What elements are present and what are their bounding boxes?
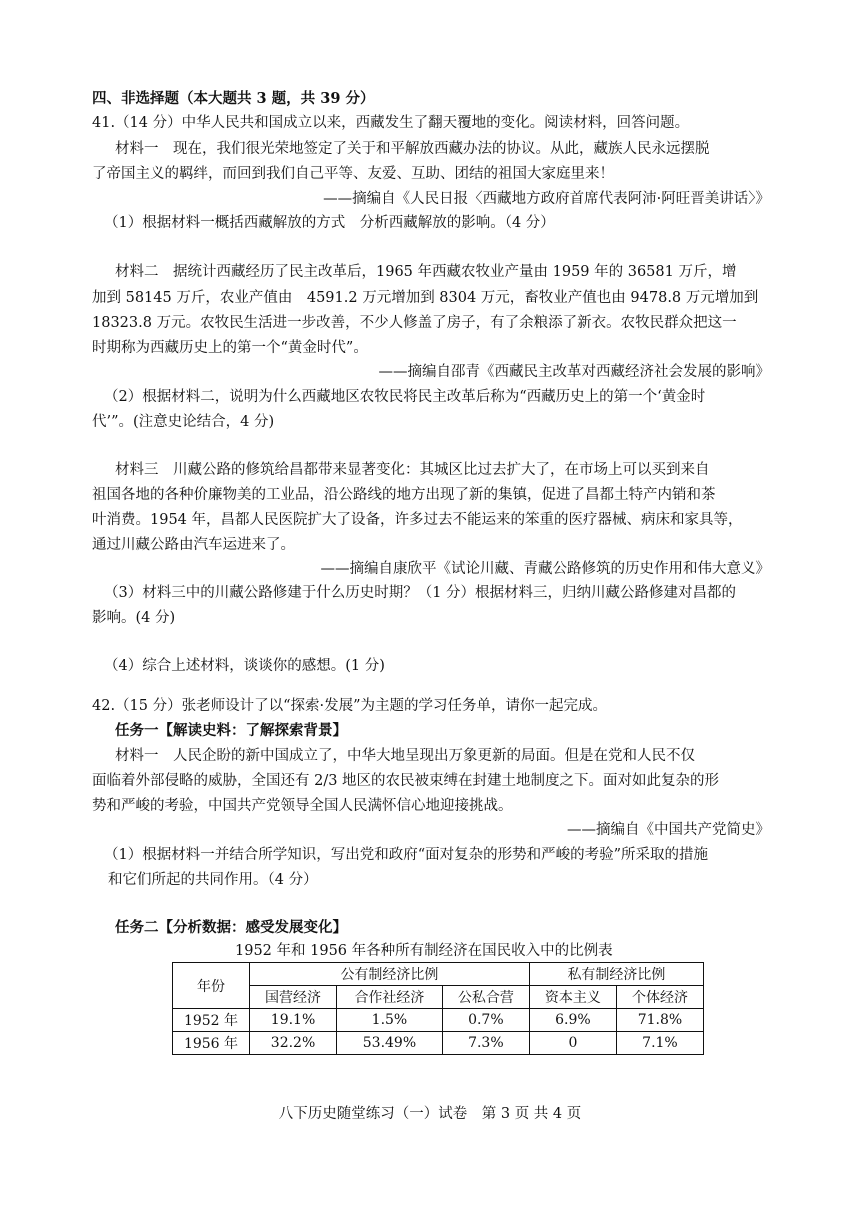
- question-41-3-line-1: （3）材料三中的川藏公路修建于什么历史时期？（1 分）根据材料三，归纳川藏公路修建对昌都的: [104, 585, 737, 601]
- table-cell: 53.49%: [337, 1032, 443, 1055]
- table-cell: 19.1%: [250, 1009, 337, 1032]
- q41-material-2-line-1: 材料二 据统计西藏经历了民主改革后，1965 年西藏农牧业产量由 1959 年的 36581 万斤，增: [115, 264, 737, 280]
- q41-material-3-line-1: 材料三 川藏公路的修筑给昌都带来显著变化：其城区比过去扩大了，在市场上可以买到来自: [115, 462, 710, 478]
- q42-task-1-title: 任务一【解读史料：了解探索背景】: [115, 722, 347, 739]
- header-private-ownership: 私有制经济比例: [529, 963, 703, 986]
- subheader-individual: 个体经济: [616, 986, 703, 1009]
- table-cell: 0.7%: [442, 1009, 529, 1032]
- table-row: [173, 1009, 704, 1032]
- table-caption: 1952 年和 1956 年各种所有制经济在国民收入中的比例表: [235, 943, 613, 959]
- question-42-1-line-2: 和它们所起的共同作用。（4 分）: [108, 872, 318, 888]
- table-header-row: [173, 963, 704, 986]
- table-cell: 71.8%: [616, 1009, 703, 1032]
- q41-material-2-line-3: 18323.8 万元。农牧民生活进一步改善，不少人修盖了房子，有了余粮添了新衣。农牧民群众把这一: [92, 315, 737, 331]
- header-public-ownership: 公有制经济比例: [250, 963, 530, 986]
- question-41-2-line-1: （2）根据材料二，说明为什么西藏地区农牧民将民主改革后称为“西藏历史上的第一个‘黄金时: [104, 389, 706, 405]
- question-41-1: （1）根据材料一概括西藏解放的方式 分析西藏解放的影响。（4 分）: [104, 215, 555, 231]
- q41-material-3-line-4: 通过川藏公路由汽车运进来了。: [92, 537, 295, 553]
- q41-material-2-line-2: 加到 58145 万斤，农业产值由 4591.2 万元增加到 8304 万元，畜牧业产值也由 9478.8 万元增加到: [92, 290, 759, 306]
- q42-material-1-line-2: 面临着外部侵略的威胁，全国还有 2/3 地区的农民被束缚在封建土地制度之下。面对如此复杂的形: [92, 773, 720, 789]
- question-41-4: （4）综合上述材料，谈谈你的感想。(1 分): [104, 658, 385, 674]
- q42-material-1-line-3: 势和严峻的考验，中国共产党领导全国人民满怀信心地迎接挑战。: [92, 798, 513, 814]
- table-cell: 7.1%: [616, 1032, 703, 1055]
- q42-material-1-line-1: 材料一 人民企盼的新中国成立了，中华大地呈现出万象更新的局面。但是在党和人民不仅: [115, 748, 695, 764]
- q41-material-1-line-1: 材料一 现在，我们很光荣地签定了关于和平解放西藏办法的协议。从此，藏族人民永远摆脱: [115, 141, 710, 157]
- table-subheader-row: [173, 986, 704, 1009]
- row-year: 1956 年: [173, 1032, 250, 1055]
- question-41-3-line-2: 影响。(4 分): [92, 610, 176, 626]
- question-42-1-line-1: （1）根据材料一并结合所学知识，写出党和政府“面对复杂的形势和严峻的考验”所采取的措施: [104, 847, 709, 863]
- question-41-2-line-2: 代’”。(注意史论结合，4 分): [92, 414, 275, 430]
- subheader-capitalist: 资本主义: [529, 986, 616, 1009]
- question-41-intro: 41.（14 分）中华人民共和国成立以来，西藏发生了翻天覆地的变化。阅读材料，回答问题。: [92, 115, 690, 131]
- subheader-state: 国营经济: [250, 986, 337, 1009]
- q41-material-2-line-4: 时期称为西藏历史上的第一个“黄金时代”。: [92, 340, 368, 356]
- q42-material-1-source: ——摘编自《中国共产党简史》: [567, 822, 770, 838]
- row-year: 1952 年: [173, 1009, 250, 1032]
- question-42-intro: 42.（15 分）张老师设计了以“探索·发展”为主题的学习任务单，请你一起完成。: [92, 698, 608, 714]
- table-cell: 7.3%: [442, 1032, 529, 1055]
- q42-task-2-title: 任务二【分析数据：感受发展变化】: [115, 919, 347, 936]
- table-cell: 1.5%: [337, 1009, 443, 1032]
- q41-material-3-line-2: 祖国各地的各种价廉物美的工业品，沿公路线的地方出现了新的集镇，促进了昌都土特产内销和茶: [92, 487, 716, 503]
- header-year: 年份: [173, 963, 250, 1009]
- q41-material-3-source: ——摘编自康欣平《试论川藏、青藏公路修筑的历史作用和伟大意义》: [320, 561, 770, 577]
- table-row: [173, 1032, 704, 1055]
- subheader-joint: 公私合营: [442, 986, 529, 1009]
- table-cell: 0: [529, 1032, 616, 1055]
- q41-material-3-line-3: 叶消费。1954 年，昌都人民医院扩大了设备，许多过去不能运来的笨重的医疗器械、病床和家具等，: [92, 512, 743, 528]
- q41-material-1-source: ——摘编自《人民日报〈西藏地方政府首席代表阿沛·阿旺晋美讲话〉》: [323, 191, 770, 207]
- subheader-cooperative: 合作社经济: [337, 986, 443, 1009]
- table-cell: 32.2%: [250, 1032, 337, 1055]
- table-cell: 6.9%: [529, 1009, 616, 1032]
- ownership-ratio-table: [172, 962, 704, 1055]
- page-footer: 八下历史随堂练习（一）试卷 第 3 页 共 4 页: [278, 1106, 582, 1122]
- section-title: 四、非选择题（本大题共 3 题，共 39 分）: [92, 90, 375, 107]
- q41-material-2-source: ——摘编自邵青《西藏民主改革对西藏经济社会发展的影响》: [378, 364, 770, 380]
- q41-material-1-line-2: 了帝国主义的羁绊，而回到我们自己平等、友爱、互助、团结的祖国大家庭里来！: [92, 166, 614, 182]
